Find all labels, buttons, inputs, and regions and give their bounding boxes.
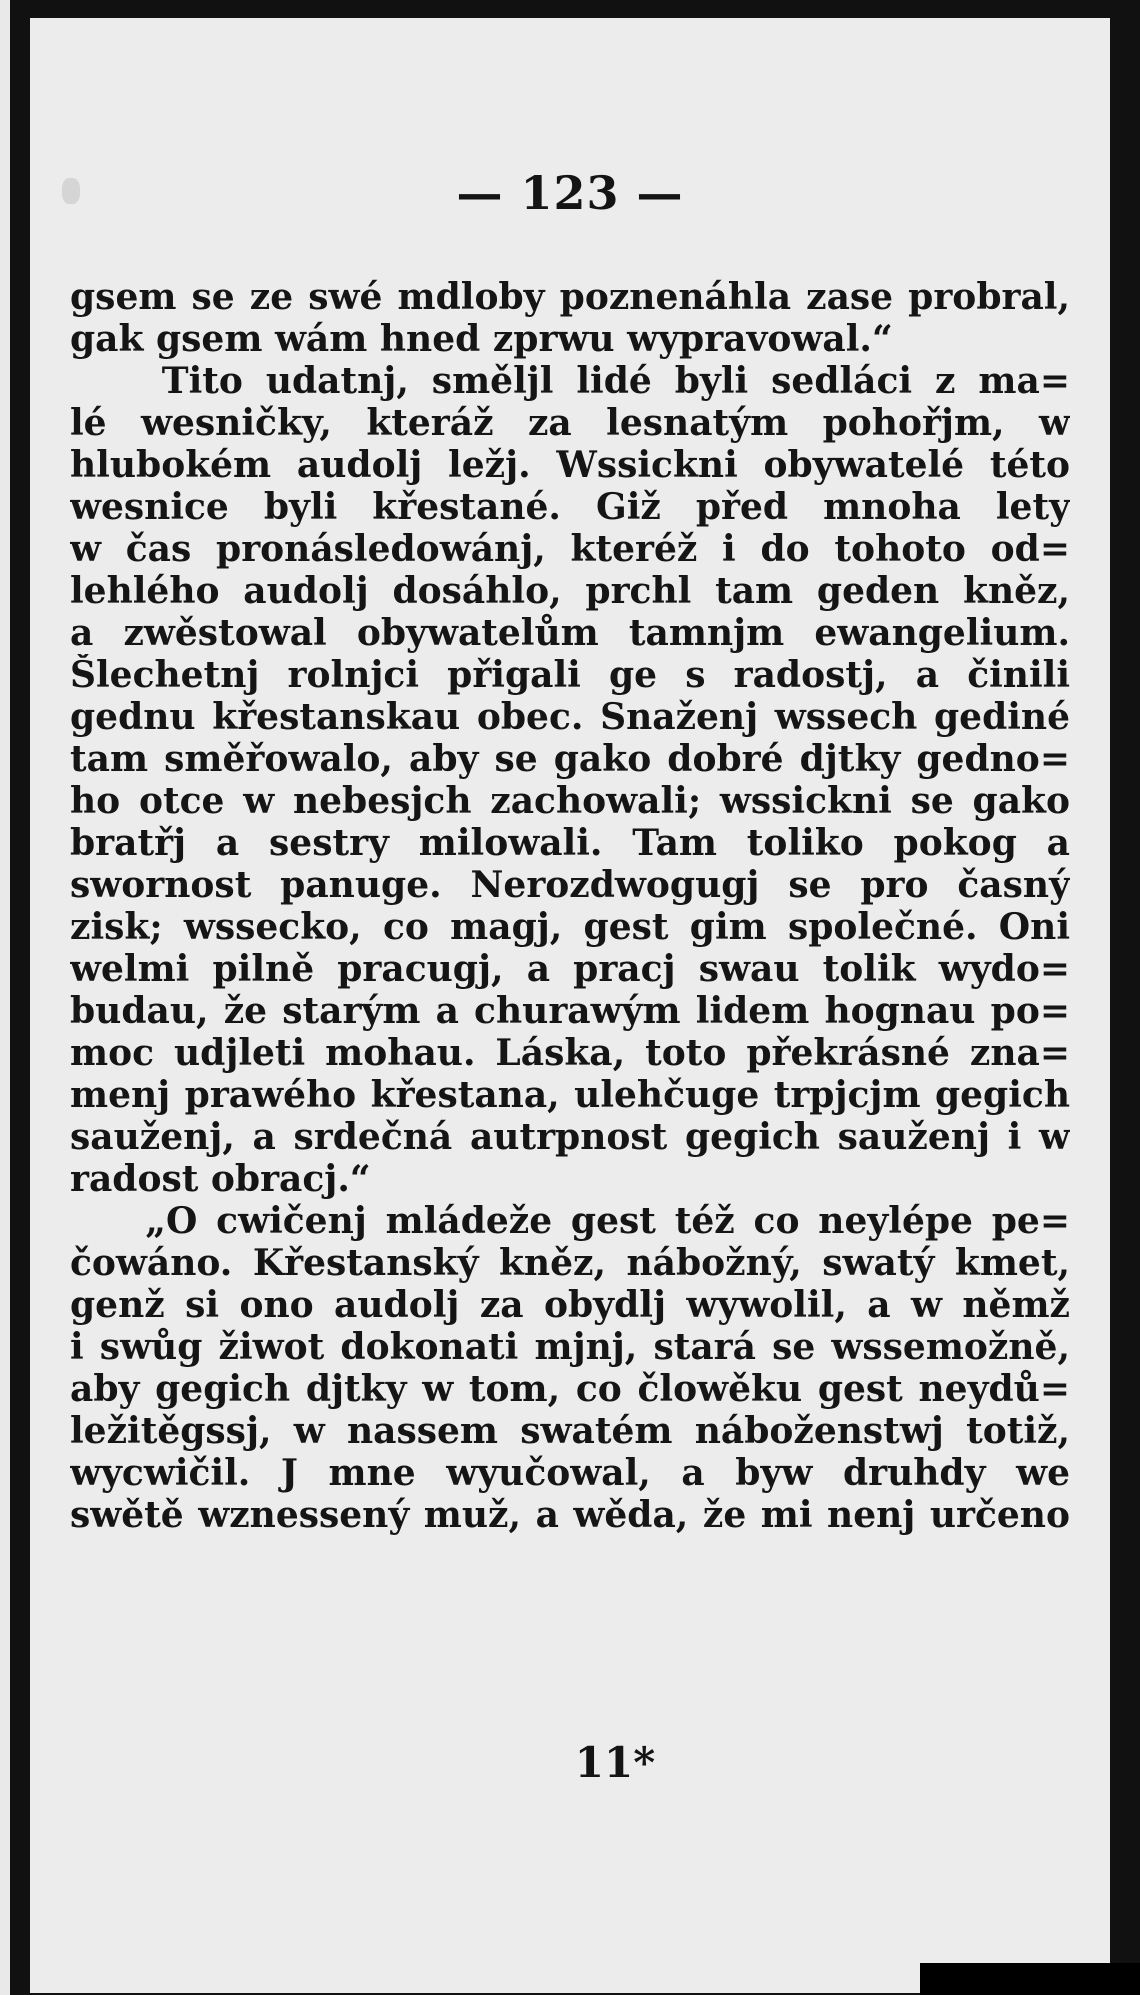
text-line: bratřj a sestry milowali. Tam toliko pokog a (70, 822, 1070, 864)
text-line: Tito udatnj, směljl lidé byli sedláci z ma= (70, 360, 1070, 402)
text-line: budau, že starým a churawým lidem hognau po= (70, 990, 1070, 1032)
text-line: tam směřowalo, aby se gako dobré djtky gedno= (70, 738, 1070, 780)
text-line: gednu křestanskau obec. Snaženj wssech gediné (70, 696, 1070, 738)
text-line: lehlého audolj dosáhlo, prchl tam geden kněz, (70, 570, 1070, 612)
text-line: gak gsem wám hned zprwu wypravowal.“ (70, 318, 893, 360)
text-line: swornost panuge. Nerozdwogugj se pro časný (70, 864, 1070, 906)
text-line: w čas pronásledowánj, kteréž i do tohoto od= (70, 528, 1070, 570)
text-line: swětě wznessený muž, a wěda, že mi nenj určeno (70, 1494, 1070, 1536)
adjacent-page-edge (0, 0, 10, 1995)
text-line: zisk; wssecko, co magj, gest gim společné. Oni (70, 906, 1070, 948)
text-line: aby gegich djtky w tom, co člowěku gest neydů= (70, 1368, 1070, 1410)
text-line: menj prawého křestana, ulehčuge trpjcjm gegich (70, 1074, 1070, 1116)
text-line: radost obracj.“ (70, 1158, 371, 1200)
text-line: lé wesničky, kteráž za lesnatým pohořjm, w (70, 402, 1070, 444)
text-line: wycwičil. J mne wyučowal, a byw druhdy we (70, 1452, 1070, 1494)
page-paper (30, 18, 1110, 1993)
signature-mark: 11* (574, 1738, 656, 1787)
text-line: genž si ono audolj za obydlj wywolil, a w němž (70, 1284, 1070, 1326)
text-line: gsem se ze swé mdloby poznenáhla zase probral, (70, 276, 1070, 318)
text-line: a zwěstowal obywatelům tamnjm ewangelium. (70, 612, 1070, 654)
text-line: Šlechetnj rolnjci přigali ge s radostj, a činili (70, 654, 1070, 696)
text-line: ležitěgssj, w nassem swatém náboženstwj totiž, (70, 1410, 1070, 1452)
scan-border (920, 1963, 1140, 1995)
body-text (70, 276, 1070, 1536)
text-line: „O cwičenj mládeže gest též co neylépe pe= (70, 1200, 1070, 1242)
text-line: welmi pilně pracugj, a pracj swau tolik wydo= (70, 948, 1070, 990)
text-line: čowáno. Křestanský kněz, nábožný, swatý kmet, (70, 1242, 1070, 1284)
text-line: moc udjleti mohau. Láska, toto překrásné zna= (70, 1032, 1070, 1074)
text-line: wesnice byli křestané. Giž před mnoha lety (70, 486, 1070, 528)
text-line: ho otce w nebesjch zachowali; wssickni se gako (70, 780, 1070, 822)
text-line: i swůg žiwot dokonati mjnj, stará se wssemožně, (70, 1326, 1070, 1368)
page-number: — 123 — (456, 166, 684, 220)
text-line: sauženj, a srdečná autrpnost gegich sauženj i w (70, 1116, 1070, 1158)
text-line: hlubokém audolj ležj. Wssickni obywatelé této (70, 444, 1070, 486)
